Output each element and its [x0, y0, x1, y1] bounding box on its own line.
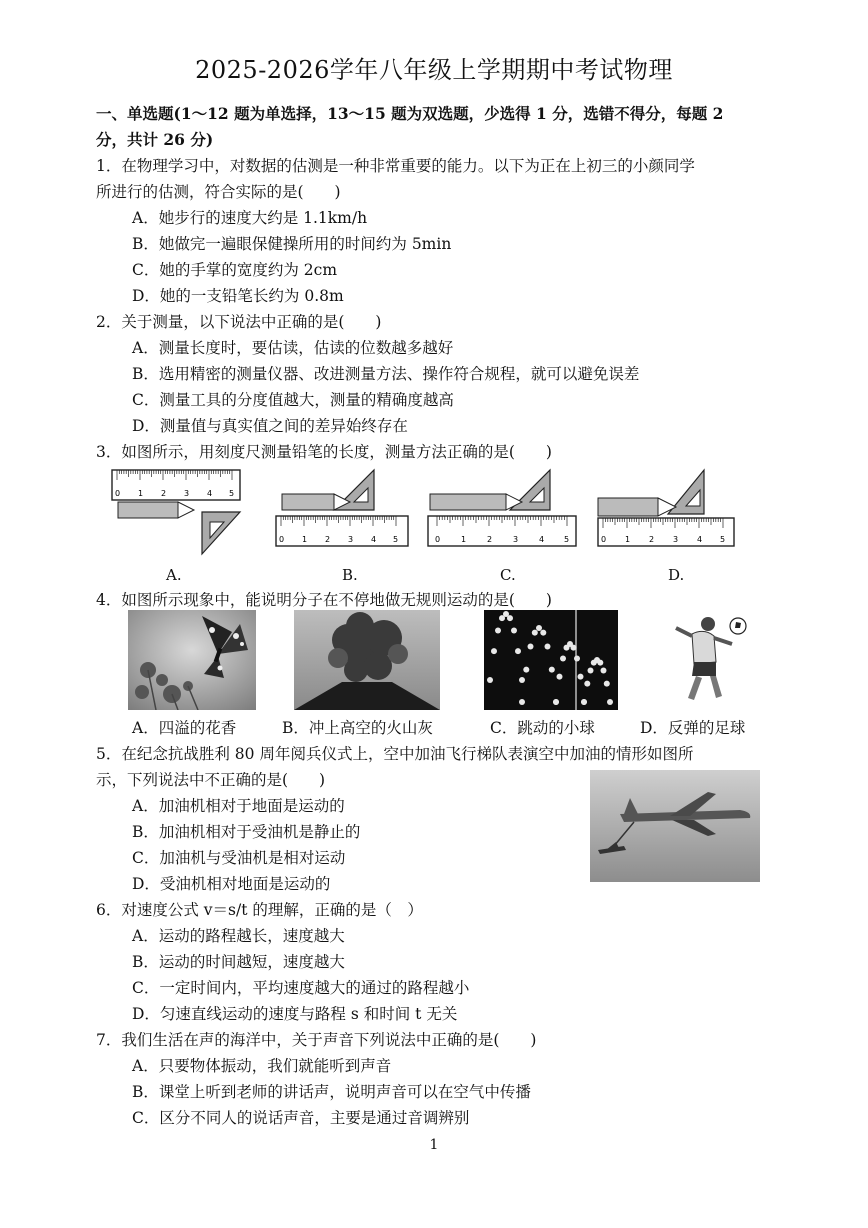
ruler-d-tick-3: 3 [673, 535, 679, 544]
page-number: 1 [429, 1137, 439, 1153]
ruler-b-tick-4: 4 [371, 535, 377, 544]
q7-option-b: B．课堂上听到老师的讲话声，说明声音可以在空气中传播 [132, 1083, 531, 1101]
q2-stem: 2．关于测量，以下说法中正确的是( ) [96, 313, 382, 331]
q1-option-a: A．她步行的速度大约是 1.1km/h [132, 209, 368, 227]
butterfly-flower-image [128, 610, 256, 710]
q7-option-c: C．区分不同人的说话声音，主要是通过音调辨别 [132, 1109, 470, 1127]
q2-option-a: A．测量长度时，要估读，估读的位数越多越好 [132, 339, 454, 357]
q2-option-c: C．测量工具的分度值越大，测量的精确度越高 [132, 391, 454, 409]
q4-caption-d: D．反弹的足球 [640, 719, 746, 737]
q6-option-a: A．运动的路程越长，速度越大 [132, 927, 345, 945]
ruler-c-tick-2: 2 [487, 535, 493, 544]
q4-caption-c: C．跳动的小球 [490, 719, 595, 737]
ruler-c-tick-0: 0 [435, 535, 441, 544]
q6-option-c: C．一定时间内，平均速度越大的通过的路程越小 [132, 979, 470, 997]
q4-caption-b: B．冲上高空的火山灰 [282, 719, 433, 737]
ruler-c-tick-3: 3 [513, 535, 519, 544]
ruler-a-tick-1: 1 [138, 489, 144, 498]
ruler-b-tick-1: 1 [302, 535, 308, 544]
bouncing-ball-image [484, 610, 618, 710]
q5-option-d: D．受油机相对地面是运动的 [132, 875, 331, 893]
ruler-figure-a [108, 466, 248, 558]
q3-stem: 3．如图所示，用刻度尺测量铅笔的长度，测量方法正确的是( ) [96, 443, 552, 461]
q1-option-d: D．她的一支铅笔长约为 0.8m [132, 287, 344, 305]
ruler-label-a: A. [166, 566, 182, 584]
ruler-b-tick-5: 5 [393, 535, 399, 544]
ruler-a-tick-2: 2 [161, 489, 167, 498]
ruler-label-c: C. [500, 566, 516, 584]
q6-stem: 6．对速度公式 v＝s/t 的理解，正确的是（ ） [96, 901, 423, 919]
q7-option-a: A．只要物体振动，我们就能听到声音 [132, 1057, 392, 1075]
q1-stem-line1: 1．在物理学习中，对数据的估测是一种非常重要的能力。以下为正在上初三的小颜同学 [96, 157, 695, 175]
ruler-d-tick-2: 2 [649, 535, 655, 544]
q2-option-b: B．选用精密的测量仪器、改进测量方法、操作符合规程，就可以避免误差 [132, 365, 640, 383]
volcano-ash-image [294, 610, 440, 710]
q1-option-c: C．她的手掌的宽度约为 2cm [132, 261, 338, 279]
section-heading-line2: 分，共计 26 分) [96, 130, 214, 149]
ruler-d-tick-5: 5 [720, 535, 726, 544]
ruler-b-tick-2: 2 [325, 535, 331, 544]
ruler-a-tick-5: 5 [229, 489, 235, 498]
q5-option-a: A．加油机相对于地面是运动的 [132, 797, 345, 815]
q4-stem: 4．如图所示现象中，能说明分子在不停地做无规则运动的是( ) [96, 591, 552, 609]
ruler-c-tick-1: 1 [461, 535, 467, 544]
ruler-d-tick-1: 1 [625, 535, 631, 544]
q6-option-d: D．匀速直线运动的速度与路程 s 和时间 t 无关 [132, 1005, 458, 1023]
q1-stem-line2: 所进行的估测，符合实际的是( ) [96, 183, 341, 201]
q5-option-c: C．加油机与受油机是相对运动 [132, 849, 346, 867]
football-header-image [636, 606, 756, 710]
q5-stem-line1: 5．在纪念抗战胜利 80 周年阅兵仪式上，空中加油飞行梯队表演空中加油的情形如图所 [96, 745, 694, 763]
q7-stem: 7．我们生活在声的海洋中，关于声音下列说法中正确的是( ) [96, 1031, 537, 1049]
ruler-a-tick-0: 0 [115, 489, 121, 498]
ruler-a-tick-4: 4 [207, 489, 213, 498]
ruler-label-d: D. [668, 566, 685, 584]
q4-caption-a: A．四溢的花香 [132, 719, 237, 737]
q5-stem-line2: 示，下列说法中不正确的是( ) [96, 771, 326, 789]
ruler-d-tick-0: 0 [601, 535, 607, 544]
ruler-a-tick-3: 3 [184, 489, 190, 498]
ruler-c-tick-4: 4 [539, 535, 545, 544]
section-heading-line1: 一、单选题(1～12 题为单选择，13～15 题为双选题，少选得 1 分，选错不得分，每题 2 [96, 104, 724, 123]
ruler-figure-b [272, 466, 412, 558]
q6-option-b: B．运动的时间越短，速度越大 [132, 953, 345, 971]
ruler-b-tick-3: 3 [348, 535, 354, 544]
ruler-figure-d [594, 466, 740, 558]
ruler-c-tick-5: 5 [564, 535, 570, 544]
ruler-b-tick-0: 0 [279, 535, 285, 544]
air-refueling-image [590, 770, 760, 882]
exam-title: 2025-2026学年八年级上学期期中考试物理 [195, 56, 673, 84]
ruler-d-tick-4: 4 [697, 535, 703, 544]
ruler-figure-c [424, 466, 584, 558]
q2-option-d: D．测量值与真实值之间的差异始终存在 [132, 417, 408, 435]
q1-option-b: B．她做完一遍眼保健操所用的时间约为 5min [132, 235, 452, 253]
q5-option-b: B．加油机相对于受油机是静止的 [132, 823, 361, 841]
ruler-label-b: B. [342, 566, 358, 584]
